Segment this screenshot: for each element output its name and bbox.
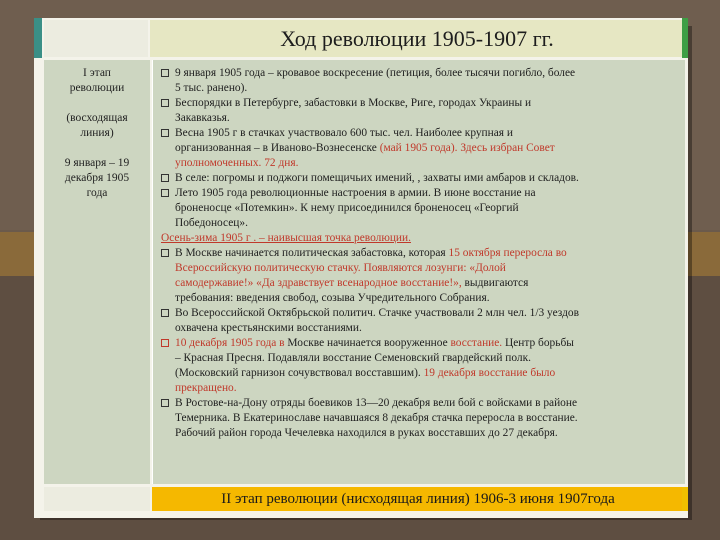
page-title: Ход революции 1905-1907 гг. bbox=[280, 26, 554, 51]
list-item bbox=[161, 306, 681, 336]
list-item bbox=[161, 396, 681, 441]
header-left-cell bbox=[44, 20, 148, 57]
item-text: требования: введения свобод, созыва Учредительного Собрания. bbox=[175, 292, 490, 304]
checkbox-bullet-icon bbox=[161, 189, 169, 197]
list-item bbox=[161, 246, 681, 306]
events-list bbox=[161, 66, 681, 441]
footer-left-cell bbox=[44, 487, 150, 511]
checkbox-bullet-icon bbox=[161, 249, 169, 257]
checkbox-bullet-icon bbox=[161, 174, 169, 182]
item-text: (Московский гарнизон сочувствовал восставшим). bbox=[175, 367, 424, 379]
stage-line: декабря 1905 bbox=[64, 172, 130, 184]
events-cell bbox=[152, 60, 685, 484]
item-text: Центр борьбы bbox=[502, 337, 574, 349]
item-text: Рабочий район города Чечелевка находился в руках восставших до 27 декабря. bbox=[175, 427, 558, 439]
item-highlight: Появляются лозунги: «Долой bbox=[363, 262, 506, 274]
item-text: В селе: погромы и поджоги помещичьих имений, , захваты ими амбаров и складов. bbox=[175, 172, 579, 184]
item-text: Москве начинается вооруженное bbox=[284, 337, 451, 349]
header bbox=[150, 20, 684, 57]
accent-green bbox=[682, 18, 688, 58]
footer-title: II этап революции (нисходящая линия) 1906-3 июня 1907года bbox=[221, 491, 615, 507]
item-text: Во Всероссийской Октябрьской политич. Стачке участвовали 2 млн чел. 1/3 уездов bbox=[175, 307, 579, 319]
list-item bbox=[161, 96, 681, 126]
item-text: Весна 1905 г в стачках участвовало 600 тыс. чел. Наиболее крупная и bbox=[175, 127, 513, 139]
item-highlight: (май 1905 года). Здесь избран Совет bbox=[379, 142, 555, 154]
item-text: 5 тыс. ранено). bbox=[175, 82, 248, 94]
item-highlight: прекращено. bbox=[175, 382, 237, 394]
item-highlight: 10 декабря 1905 года в bbox=[175, 337, 285, 349]
list-item bbox=[161, 126, 681, 171]
item-text: охвачена крестьянскими восстаниями. bbox=[175, 322, 362, 334]
stage-line: I этап bbox=[83, 67, 111, 79]
checkbox-bullet-icon bbox=[161, 309, 169, 317]
stage-line: года bbox=[86, 187, 108, 199]
item-text: Темерника. В Екатеринославе начавшаяся 8 декабря стачка переросла в восстание. bbox=[175, 412, 578, 424]
item-text: 9 января 1905 года – кровавое воскресение (петиция, более тысячи погибло, более bbox=[175, 67, 576, 79]
item-text: Лето 1905 года революционные настроения в армии. В июне восстание на bbox=[175, 187, 536, 199]
list-item bbox=[161, 171, 681, 186]
checkbox-bullet-icon bbox=[161, 399, 169, 407]
checkbox-bullet-icon bbox=[161, 69, 169, 77]
list-item bbox=[161, 336, 681, 396]
accent-yellow bbox=[682, 487, 688, 511]
list-item bbox=[161, 66, 681, 96]
item-text: Закавказья. bbox=[175, 112, 230, 124]
item-highlight: 19 декабря восстание было bbox=[423, 367, 556, 379]
item-text: В Москве начинается политическая забастовка, которая bbox=[175, 247, 449, 259]
item-text: организованная – в Иваново-Вознесенске bbox=[175, 142, 380, 154]
item-highlight: 15 октября переросла во bbox=[448, 247, 567, 259]
stage-line: 9 января – 19 bbox=[64, 157, 130, 169]
item-text: броненосце «Потемкин». К нему присоединился броненосец «Георгий bbox=[175, 202, 519, 214]
item-text: В Ростове-на-Дону отряды боевиков 13—20 декабря вели бой с войсками в районе bbox=[175, 397, 578, 409]
item-highlight: уполномоченных. 72 дня. bbox=[175, 157, 299, 169]
footer-bar bbox=[152, 487, 684, 511]
item-highlight: восстание. bbox=[450, 337, 503, 349]
item-text: выдвигаются bbox=[461, 277, 529, 289]
stage-line: (восходящая bbox=[66, 112, 128, 124]
stage-line: линия) bbox=[80, 127, 114, 139]
checkbox-bullet-icon bbox=[161, 99, 169, 107]
accent-teal bbox=[34, 18, 42, 58]
item-text: Беспорядки в Петербурге, забастовки в Москве, Риге, городах Украины и bbox=[175, 97, 532, 109]
stage-cell bbox=[44, 60, 150, 484]
item-text: – Красная Пресня. Подавляли восстание Семеновский гвардейский полк. bbox=[175, 352, 531, 364]
item-highlight: самодержавие!» «Да здравствует всенародное восстание!», bbox=[175, 277, 462, 289]
item-text: Победоносец». bbox=[175, 217, 248, 229]
checkbox-bullet-icon bbox=[161, 129, 169, 137]
section-heading: Осень-зима 1905 г . – наивысшая точка революции. bbox=[161, 232, 411, 244]
checkbox-bullet-icon bbox=[161, 339, 169, 347]
stage-line: революции bbox=[69, 82, 125, 94]
list-item bbox=[161, 186, 681, 231]
item-highlight: Всероссийскую политическую стачку. bbox=[175, 262, 364, 274]
